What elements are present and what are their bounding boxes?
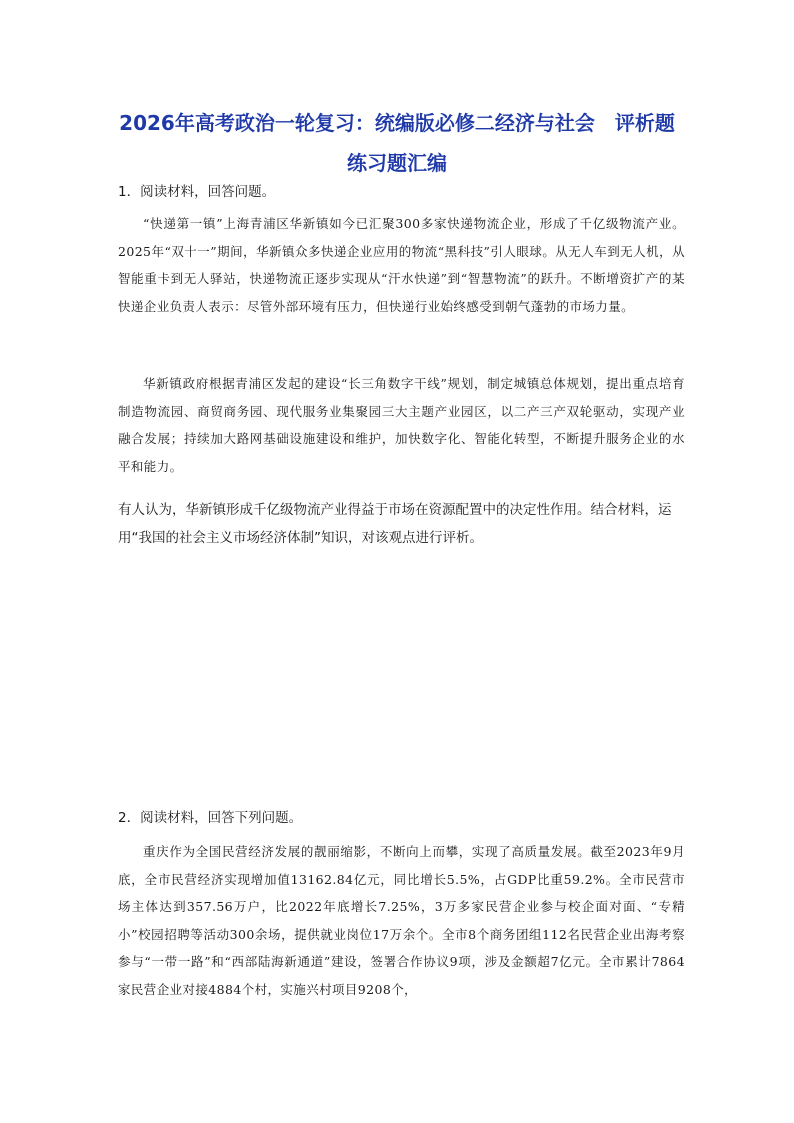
question-1-number: 1．阅读材料，回答问题。 <box>118 184 276 200</box>
question-1-material-paragraph-1: “快递第一镇”上海青浦区华新镇如今已汇聚300多家快递物流企业，形成了千亿级物流产业。2025年“双十一”期间，华新镇众多快递企业应用的物流“黑科技”引人眼球。从无人车到无人机，从智能重卡到无人驿站，快递物流正逐步实现从“汗水快递”到“智慧物流”的跃升。不断增资扩产的某快递企业负责人表示：尽管外部环境有压力，但快递行业始终感受到朝气蓬勃的市场力量。 <box>118 216 685 314</box>
question-2-number: 2．阅读材料，回答下列问题。 <box>118 810 303 826</box>
answer-space <box>118 550 686 795</box>
question-2-material-paragraph-1: 重庆作为全国民营经济发展的靓丽缩影，不断向上而攀，实现了高质量发展。截至2023年9月底，全市民营经济实现增加值13162.84亿元，同比增长5.5%，占GDP比重59.2%。全市民营市场主体达到357.56万户，比2022年底增长7.25%，3万多家民营企业参与校企面对面、“专精小”校园招聘等活动300余场，提供就业岗位17万余个。全市8个商务团组112名民营企业出海考察参与“一带一路”和“西部陆海新通道”建设，签署合作协议9项，涉及金额超7亿元。全市累计7864家民营企业对接4884个村，实施兴村项目9208个， <box>118 844 685 997</box>
question-1-prompt: 有人认为，华新镇形成千亿级物流产业得益于市场在资源配置中的决定性作用。结合材料，运用“我国的社会主义市场经济体制”知识，对该观点进行评析。 <box>118 502 672 546</box>
document-title: 2026年高考政治一轮复习：统编版必修二经济与社会 评析题练习题汇编 <box>119 111 675 175</box>
question-1-material-paragraph-2: 华新镇政府根据青浦区发起的建设“长三角数字干线”规划，制定城镇总体规划，提出重点培育制造物流园、商贸商务园、现代服务业集聚园三大主题产业园区，以二产三产双轮驱动，实现产业融合发展；持续加大路网基础设施建设和维护，加快数字化、智能化转型，不断提升服务企业的水平和能力。 <box>118 376 685 474</box>
